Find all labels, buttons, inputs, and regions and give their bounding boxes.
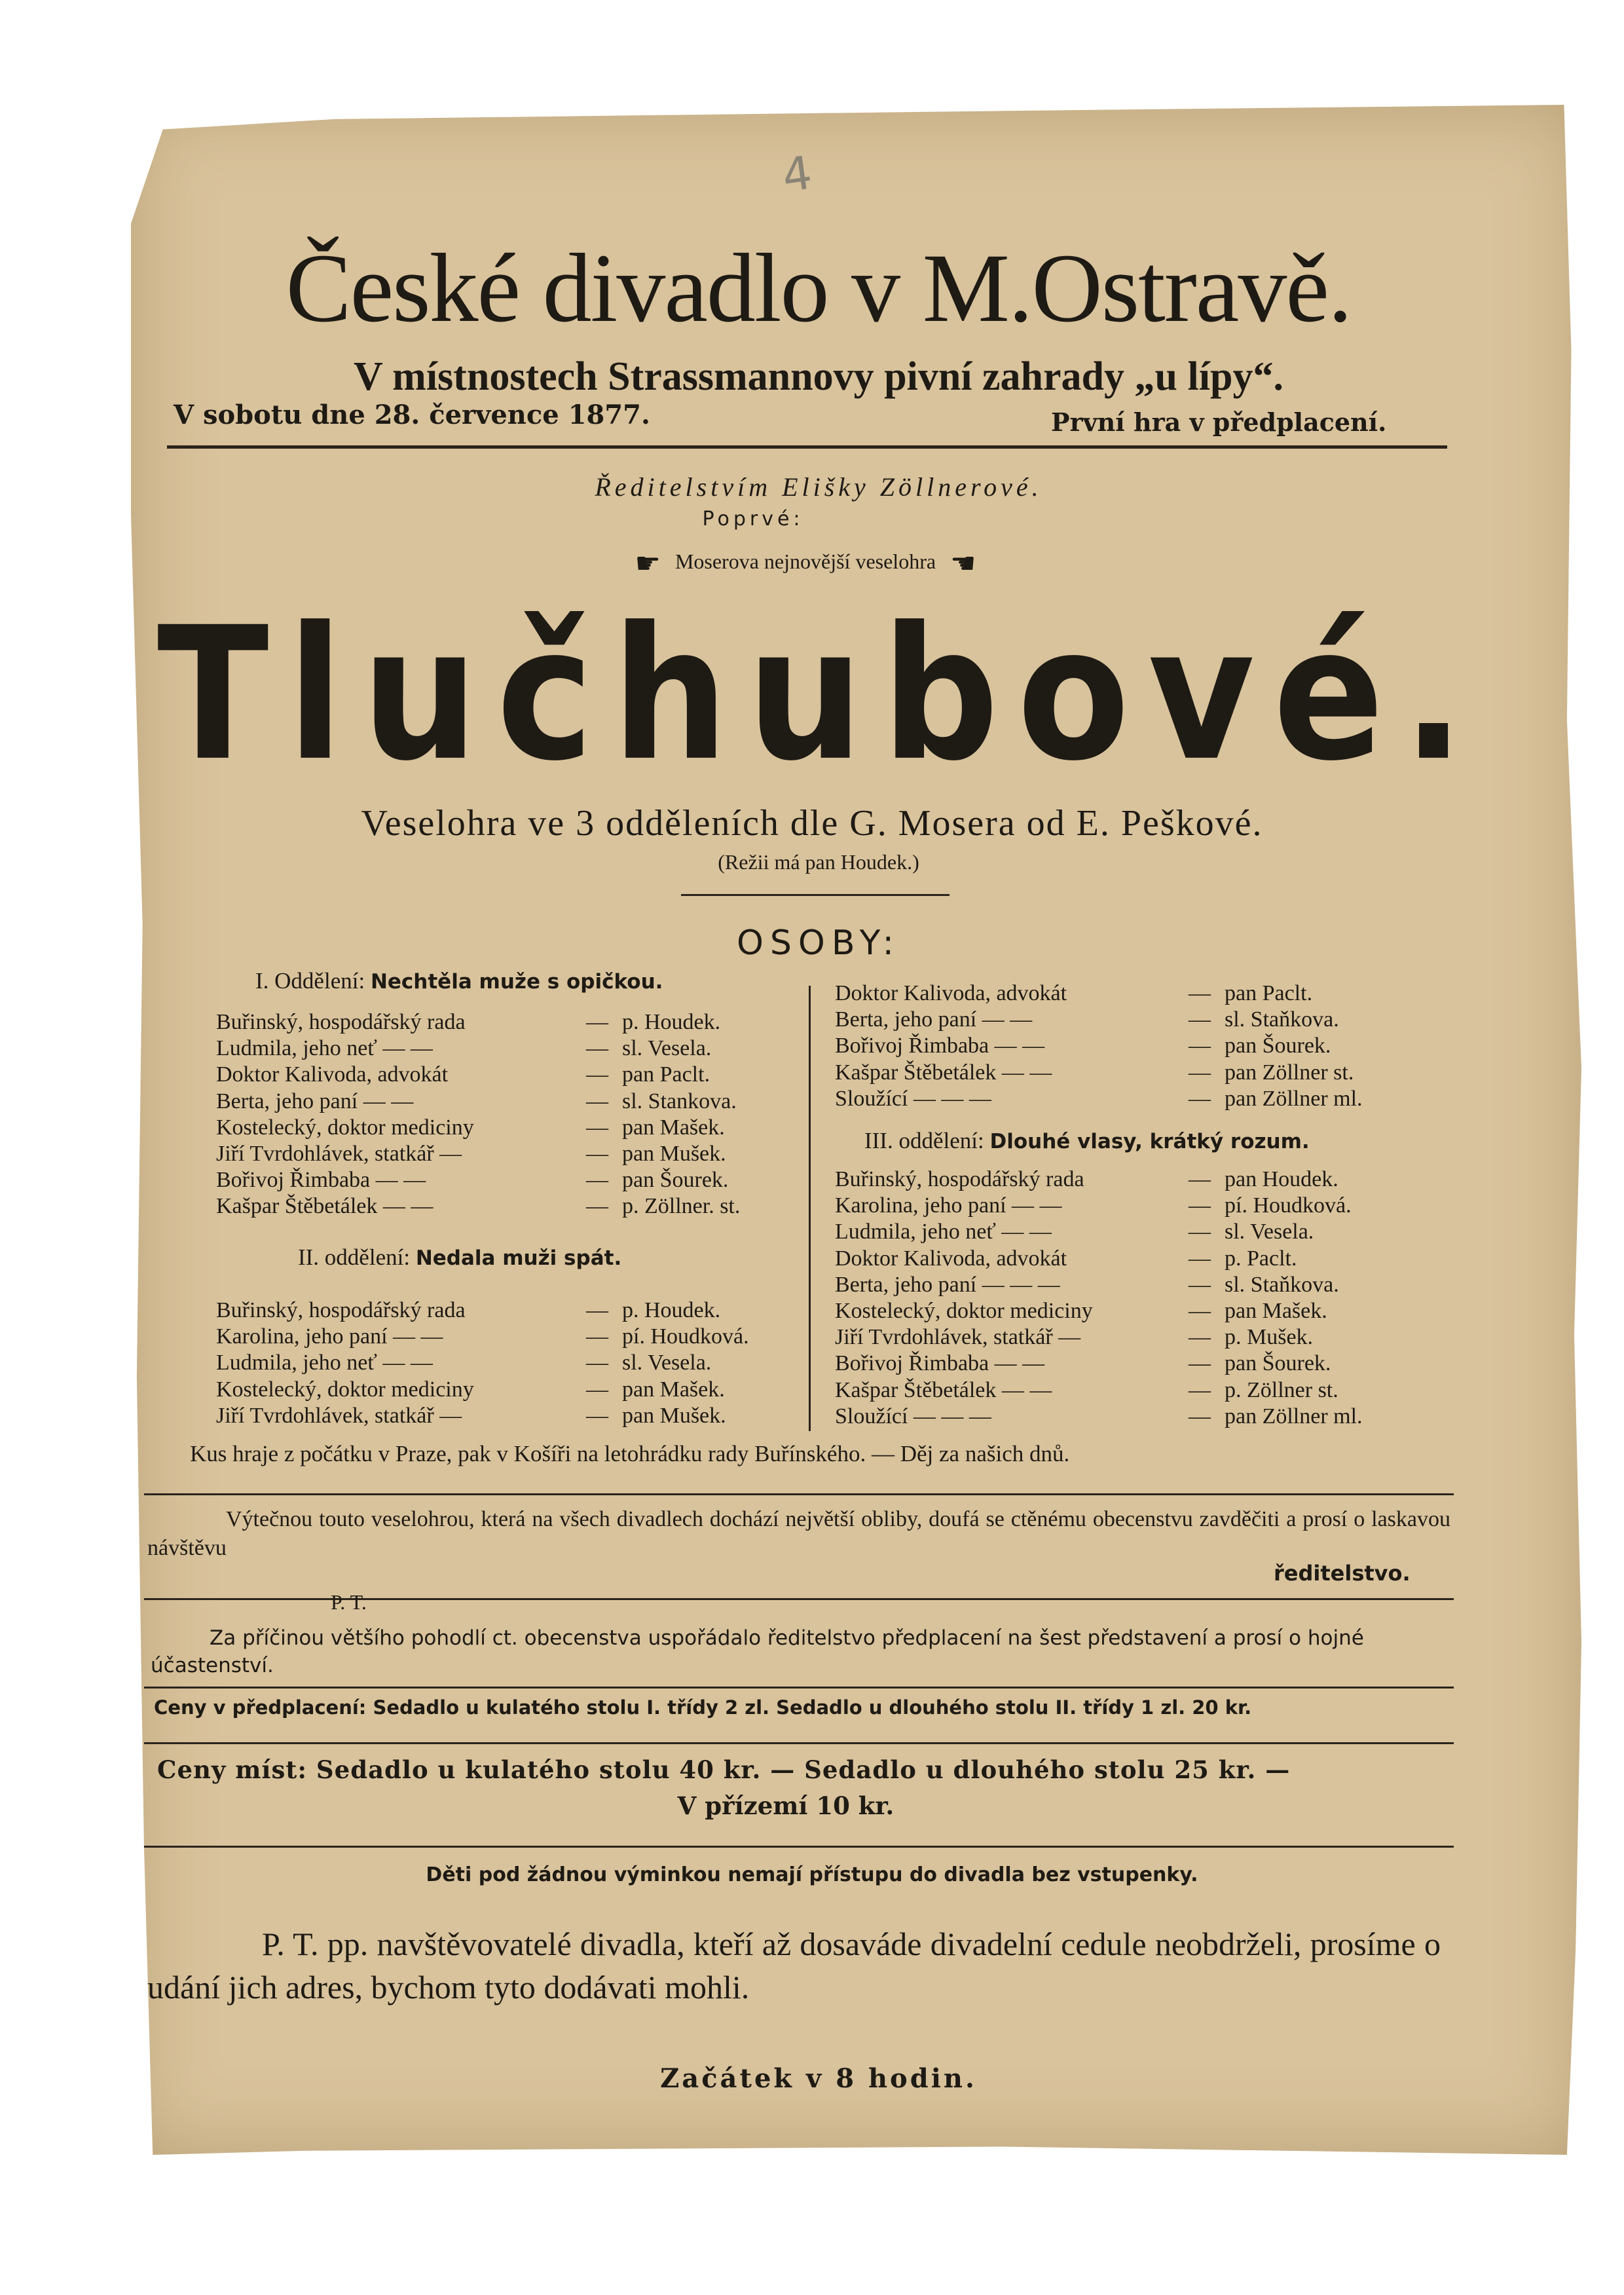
directorship: Ředitelstvím Elišky Zöllnerové. <box>595 472 1043 502</box>
role-dash: — <box>1189 1060 1211 1085</box>
cast-row <box>835 1246 1424 1273</box>
section-3-heading <box>864 1128 1310 1154</box>
role-dash: — <box>1189 1007 1211 1032</box>
role-actor: sl. Vesela. <box>622 1351 712 1375</box>
role-actor: pan Mašek. <box>622 1115 725 1140</box>
role-actor: p. Houdek. <box>622 1298 721 1322</box>
role-dash: — <box>1189 981 1211 1005</box>
role-name: Ludmila, jeho neť — — <box>216 1036 433 1061</box>
cast-row <box>216 1142 805 1168</box>
role-dash: — <box>586 1168 608 1193</box>
seat-prices-line-1: Ceny míst: Sedadlo u kulatého stolu 40 kr. — Sedadlo u dlouhého stolu 25 kr. — <box>157 1755 1291 1784</box>
role-actor: pí. Houdková. <box>622 1324 749 1349</box>
cast-row <box>216 1194 805 1220</box>
role-name: Bořivoj Řimbaba — — <box>216 1168 426 1193</box>
cast-row <box>216 1115 805 1142</box>
role-name: Kostelecký, doktor mediciny <box>216 1377 474 1402</box>
role-dash: — <box>1189 1351 1211 1376</box>
cast-column-divider <box>809 986 811 1431</box>
role-dash: — <box>586 1010 608 1034</box>
role-actor: pan Šourek. <box>622 1168 729 1193</box>
seat-prices-line-2: V přízemí 10 kr. <box>677 1791 895 1820</box>
role-name: Ludmila, jeho neť — — <box>835 1220 1052 1244</box>
role-dash: — <box>1189 1167 1211 1191</box>
subscription-series: První hra v předplacení. <box>1051 407 1387 437</box>
role-actor: sl. Vesela. <box>1225 1220 1314 1244</box>
role-actor: pan Mušek. <box>622 1403 726 1428</box>
role-name: Karolina, jeho paní — — <box>835 1193 1062 1218</box>
role-name: Kostelecký, doktor mediciny <box>835 1299 1093 1323</box>
cast-row <box>835 1273 1424 1299</box>
role-dash: — <box>1189 1034 1211 1058</box>
theatre-title: České divadlo v M.Ostravě. <box>286 234 1352 343</box>
announcement-line <box>544 547 1067 580</box>
children-notice: Děti pod žádnou výminkou nemají přístupu do divadla bez vstupenky. <box>426 1863 1198 1886</box>
rule-4 <box>144 1742 1454 1744</box>
role-dash: — <box>586 1036 608 1061</box>
pointing-hand-left-icon: ☚ <box>950 548 976 580</box>
role-name: Sloužící — — — <box>835 1086 991 1111</box>
play-title: Tlučhubové. <box>157 588 1483 801</box>
performance-date: V sobotu dne 28. července 1877. <box>174 400 650 430</box>
role-dash: — <box>586 1115 608 1140</box>
role-actor: pan Šourek. <box>1225 1034 1331 1058</box>
notice-text: Za příčinou většího pohodlí ct. obecenstva uspořádalo ředitelstvo předplacení na šest představení a prosí o hojné účastenství. <box>151 1626 1364 1677</box>
role-dash: — <box>1189 1404 1211 1428</box>
role-name: Doktor Kalivoda, advokát <box>835 981 1067 1005</box>
cast-row <box>216 1377 805 1404</box>
stage-direction-credit: (Režii má pan Houdek.) <box>718 850 919 874</box>
role-name: Buřinský, hospodářský rada <box>216 1298 466 1322</box>
cast-row <box>835 1299 1424 1325</box>
role-dash: — <box>586 1089 608 1113</box>
announcement-text: Moserova nejnovější veselohra <box>674 549 936 573</box>
role-name: Buřinský, hospodářský rada <box>216 1010 466 1034</box>
section-3-label: III. oddělení: <box>864 1128 984 1153</box>
rule-1 <box>144 1493 1454 1495</box>
role-dash: — <box>1189 1272 1211 1297</box>
cast-heading: OSOBY: <box>736 924 901 963</box>
section-1-title: Nechtěla muže s opičkou. <box>370 970 663 994</box>
cast-row <box>835 1193 1424 1220</box>
section-2-heading <box>298 1244 621 1271</box>
role-name: Ludmila, jeho neť — — <box>216 1351 433 1375</box>
cast-row <box>835 1007 1424 1034</box>
role-dash: — <box>586 1403 608 1428</box>
role-actor: p. Mušek. <box>1225 1325 1314 1350</box>
role-dash: — <box>586 1298 608 1322</box>
rule-5 <box>144 1846 1454 1848</box>
role-actor: p. Zöllner. st. <box>622 1194 741 1219</box>
role-dash: — <box>586 1194 608 1219</box>
role-actor: pí. Houdková. <box>1225 1193 1352 1218</box>
role-dash: — <box>1189 1246 1211 1271</box>
role-name: Doktor Kalivoda, advokát <box>835 1246 1067 1271</box>
role-dash: — <box>1189 1299 1211 1323</box>
role-name: Jiří Tvrdohlávek, statkář — <box>835 1325 1081 1350</box>
cast-row <box>216 1404 805 1430</box>
role-actor: pan Zöllner ml. <box>1225 1404 1363 1428</box>
role-name: Kašpar Štěbetálek — — <box>835 1060 1052 1085</box>
role-name: Berta, jeho paní — — — <box>835 1272 1060 1297</box>
role-dash: — <box>586 1377 608 1402</box>
appeal-signature: ředitelstvo. <box>1274 1561 1411 1586</box>
role-actor: p. Houdek. <box>622 1010 721 1034</box>
cast-row <box>835 1325 1424 1351</box>
notice-heading: P. T. <box>331 1590 367 1614</box>
role-actor: pan Mašek. <box>1225 1299 1327 1323</box>
role-dash: — <box>586 1062 608 1087</box>
role-dash: — <box>1189 1325 1211 1350</box>
play-subtitle: Veselohra ve 3 odděleních dle G. Mosera od E. Peškové. <box>361 803 1263 844</box>
role-actor: pan Zöllner ml. <box>1225 1086 1363 1111</box>
role-name: Bořivoj Řimbaba — — <box>835 1034 1045 1058</box>
role-actor: sl. Stankova. <box>622 1089 737 1113</box>
premiere-label: Poprvé: <box>702 508 804 531</box>
role-actor: pan Mašek. <box>622 1377 725 1402</box>
role-actor: pan Paclt. <box>622 1062 710 1087</box>
role-actor: p. Zöllner st. <box>1225 1377 1338 1402</box>
cast-row <box>835 1167 1424 1193</box>
role-actor: pan Mušek. <box>622 1142 726 1166</box>
role-actor: pan Houdek. <box>1225 1167 1338 1191</box>
cast-row <box>216 1168 805 1194</box>
cast-row <box>835 1087 1424 1113</box>
cast-row <box>216 1062 805 1089</box>
header-rule <box>167 445 1447 449</box>
section-2-label: II. oddělení: <box>298 1244 411 1270</box>
cast-row <box>216 1324 805 1351</box>
role-name: Kašpar Štěbetálek — — <box>216 1194 434 1219</box>
role-dash: — <box>1189 1220 1211 1244</box>
address-request: P. T. pp. navštěvovatelé divadla, kteří až dosaváde divadelní cedule neobdrželi, prosíme o udání jich adres, bychom tyto dodávati mohli. <box>147 1926 1441 2006</box>
cast-row <box>835 1351 1424 1377</box>
role-name: Karolina, jeho paní — — <box>216 1324 443 1349</box>
role-name: Kostelecký, doktor mediciny <box>216 1115 474 1140</box>
role-actor: pan Paclt. <box>1225 981 1313 1005</box>
setting-line: Kus hraje z počátku v Praze, pak v Košíři na letohrádku rady Buřínského. — Děj za našich dnů. <box>190 1441 1070 1466</box>
role-name: Berta, jeho paní — — <box>216 1089 414 1113</box>
cast-row <box>835 1220 1424 1246</box>
role-name: Sloužící — — — <box>835 1404 991 1428</box>
page-number: 4 <box>779 145 816 203</box>
cast-row <box>835 981 1424 1007</box>
role-actor: p. Paclt. <box>1225 1246 1297 1271</box>
cast-row <box>216 1089 805 1115</box>
role-dash: — <box>586 1351 608 1375</box>
cast-row <box>835 1060 1424 1087</box>
role-name: Kašpar Štěbetálek — — <box>835 1377 1052 1402</box>
cast-row <box>216 1010 805 1036</box>
role-name: Jiří Tvrdohlávek, statkář — <box>216 1403 462 1428</box>
cast-row <box>216 1351 805 1377</box>
subscription-prices: Ceny v předplacení: Sedadlo u kulatého stolu I. třídy 2 zl. Sedadlo u dlouhého stolu II. třídy 1 zl. 20 kr. <box>154 1696 1252 1719</box>
pointing-hand-right-icon: ☛ <box>635 548 661 580</box>
role-name: Doktor Kalivoda, advokát <box>216 1062 449 1087</box>
section-3-title: Dlouhé vlasy, krátký rozum. <box>989 1130 1310 1153</box>
role-actor: pan Zöllner st. <box>1225 1060 1354 1085</box>
appeal-text: Výtečnou touto veselohrou, která na všech divadlech dochází největší obliby, doufá se ctěnému obecenstvu zavděčiti a prosí o laskavou návštěvu <box>147 1507 1450 1560</box>
cast-row <box>835 1034 1424 1060</box>
role-actor: sl. Staňkova. <box>1225 1272 1339 1297</box>
start-time: Začátek v 8 hodin. <box>660 2063 977 2094</box>
cast-row <box>216 1298 805 1324</box>
cast-row <box>835 1404 1424 1430</box>
cast-row <box>835 1378 1424 1404</box>
role-actor: pan Šourek. <box>1225 1351 1331 1376</box>
role-dash: — <box>1189 1193 1211 1218</box>
role-dash: — <box>586 1324 608 1349</box>
role-dash: — <box>586 1142 608 1166</box>
role-name: Buřinský, hospodářský rada <box>835 1167 1084 1191</box>
role-actor: sl. Vesela. <box>622 1036 712 1061</box>
section-2-title: Nedala muži spát. <box>415 1246 622 1270</box>
rule-3 <box>144 1687 1454 1689</box>
section-1-label: I. Oddělení: <box>255 968 365 994</box>
role-name: Berta, jeho paní — — <box>835 1007 1033 1032</box>
section-1-heading <box>255 968 663 994</box>
cast-row <box>216 1036 805 1062</box>
role-dash: — <box>1189 1086 1211 1111</box>
role-name: Bořivoj Řimbaba — — <box>835 1351 1045 1376</box>
venue-line: V místnostech Strassmannovy pivní zahrady „u lípy“. <box>354 354 1283 399</box>
role-actor: sl. Staňkova. <box>1225 1007 1339 1032</box>
role-dash: — <box>1189 1377 1211 1402</box>
role-name: Jiří Tvrdohlávek, statkář — <box>216 1142 462 1166</box>
subtitle-rule <box>681 894 950 896</box>
